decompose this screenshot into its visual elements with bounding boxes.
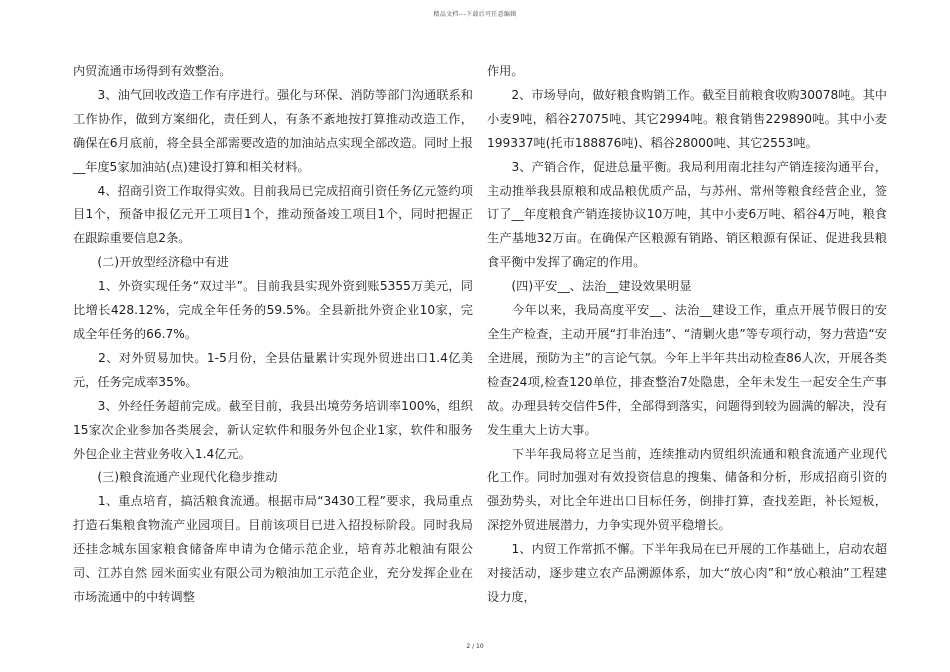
- page-number: 2 / 10: [466, 643, 484, 650]
- left-paragraph-1: 内贸流通市场得到有效整治。: [73, 64, 232, 78]
- right-section-heading-4: (四)平安__、法治__建设效果明显: [487, 279, 692, 294]
- right-paragraph-5: 今年以来，我局高度平安__、法治__建设工作，重点开展节假日的安全生产检查，主动开展“打非治违”、“清剿火患”等专项行动，努力营造“安全进展，预防为主”的言论气氛。今年上半年共出动检查86人次，开展各类检查24项,检查120单位，排查整治7处隐患，全年未发生一起安全生产事故。办理县转交信件5件，全部得到落实，问题得到较为圆满的解决，没有发生重大上访大事。: [487, 303, 887, 437]
- left-paragraph-5: 1、外资实现任务“双过半”。目前我县实现外资到账5355万美元，同比增长428.12%，完成全年任务的59.5%。全县新批外资企业10家，完成全年任务的66.7%。: [73, 279, 473, 341]
- left-section-heading-3: (三)粮食流通产业现代化稳步推动: [73, 470, 278, 485]
- right-paragraph-2: 2、市场导向，做好粮食购销工作。截至目前粮食收购30078吨。其中小麦9吨，稻谷27075吨、其它2994吨。粮食销售229890吨。其中小麦199337吨(托市188876吨)、稻谷28000吨、其它2553吨。: [487, 87, 887, 150]
- right-paragraph-1: 作用。: [487, 64, 524, 78]
- left-section-heading-2: (二)开放型经济稳中有进: [73, 255, 229, 270]
- left-paragraph-3: 4、招商引资工作取得实效。目前我局已完成招商引资任务亿元签约项目1个，预备申报亿元开工项目1个，推动预备竣工项目1个，同时把握正在跟踪重要信息2条。: [73, 183, 473, 246]
- right-paragraph-6: 下半年我局将立足当前，连续推动内贸组织流通和粮食流通产业现代化工作。同时加强对有效投资信息的搜集、储备和分析，形成招商引资的强劲势头，对比全年进出口目标任务，倒排打算，查找差距，补长短板，深挖外贸进展潜力，力争实现外贸平稳增长。: [487, 446, 887, 533]
- page-header: 精品文档---下载后可任意编辑: [433, 11, 517, 18]
- left-paragraph-9: 1、重点培育，搞活粮食流通。根据市局“3430工程”要求，我局重点打造石集粮食物流产业园项目。目前该项目已进入招投标阶段。同时我局还挂念城东国家粮食储备库申请为仓储示范企业，培育苏北粮油有限公司、江苏自然 园米面实业有限公司为粮油加工示范企业，充分发挥企业在市场流通中的中转调整: [73, 494, 473, 604]
- left-column: [73, 60, 473, 610]
- right-paragraph-7: 1、内贸工作常抓不懈。下半年我局在已开展的工作基础上，启动农超对接活动，逐步建立农产品溯源体系，加大“放心肉”和“放心粮油”工程建设力度，: [487, 542, 887, 604]
- right-paragraph-3: 3、产销合作，促进总量平衡。我局利用南北挂勾产销连接沟通平台，主动推举我县原粮和成品粮优质产品，与苏州、常州等粮食经营企业，签订了__年度粮食产销连接协议10万吨，其中小麦6万吨、稻谷4万吨，粮食生产基地32万亩。在确保产区粮源有销路、销区粮源有保证、促进我县粮食平衡中发挥了确定的作用。: [487, 159, 887, 270]
- left-paragraph-6: 2、对外贸易加快。1-5月份，全县估量累计实现外贸进出口1.4亿美元，任务完成率35%。: [73, 350, 473, 389]
- right-column: [487, 60, 887, 610]
- left-paragraph-2: 3、油气回收改造工作有序进行。强化与环保、消防等部门沟通联系和工作协作，做到方案细化，责任到人，有条不紊地按打算推动改造工作，确保在6月底前，将全县全部需要改造的加油站点实现全部改造。同时上报__年度5家加油站(点)建设打算和相关材料。: [73, 87, 473, 174]
- left-paragraph-7: 3、外经任务超前完成。截至目前，我县出境劳务培训率100%，组织15家次企业参加各类展会，新认定软件和服务外包企业1家，软件和服务外包企业主营业务收入1.4亿元。: [73, 398, 473, 461]
